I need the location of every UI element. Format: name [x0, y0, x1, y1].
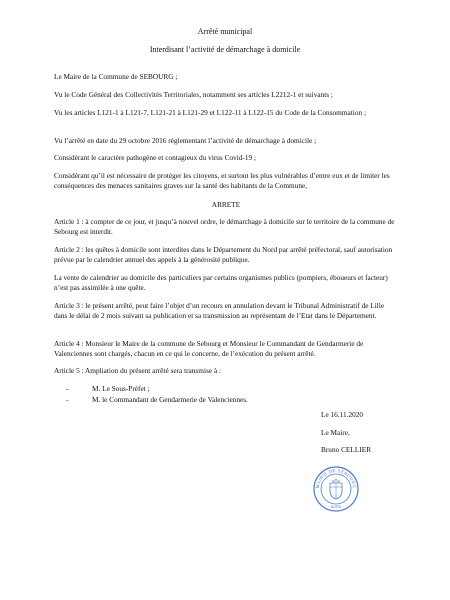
list-item: [66, 384, 386, 395]
document-subtitle: Interdisant l’activité de démarchage à domicile: [149, 45, 301, 54]
signature-name: Bruno CELLIER: [321, 445, 372, 454]
town-seal-icon: [311, 463, 361, 515]
preamble-covid: Considérant le caractère pathogène et contagieux du virus Covid-19 ;: [54, 153, 257, 162]
preamble-previous-decree: Vu l’arrêté en date du 29 octobre 2016 réglementant l’activité de démarchage à domicile ;: [54, 136, 317, 145]
article-1: Article 1 : à compter de ce jour, et jusqu’à nouvel ordre, le démarchage à domicile sur le territoire de la commune de Sebourg est interdit.: [54, 217, 395, 236]
recipient-sous-prefet: M. Le Sous-Préfet ;: [92, 384, 150, 393]
article-5: Article 5 : Ampliation du présent arrêté sera transmise à :: [54, 366, 221, 375]
document-title: Arrêté municipal: [197, 27, 253, 36]
signature-date: Le 16.11.2020: [321, 410, 364, 419]
preamble-protection: Considérant qu’il est nécessaire de protéger les citoyens, et surtout les plus vulnérables d’entre eux et de limiter les conséquences des menaces sanitaires graves sur la santé des habitants de la Commune,: [54, 171, 390, 190]
article-3: Article 3 : le présent arrêté, peut faire l’objet d’un recours en annulation devant le Tribunal Administratif de Lille dans le délai de 2 mois suivant sa publication et sa transmission au représentant de l’Etat dans le Département.: [54, 301, 385, 320]
list-item: [66, 395, 386, 406]
list-dash: -: [66, 384, 69, 393]
decree-heading: ARRETE: [211, 200, 241, 209]
calendar-sale-note: La vente de calendrier au domicile des particuliers par certains organismes publics (pompiers, éboueurs et facteur) n’est pas assimilée à une quête.: [54, 273, 388, 292]
preamble-mayor: Le Maire de la Commune de SEBOURG ;: [54, 72, 178, 81]
stamp-bottom-text: NORD: [330, 505, 342, 509]
recipient-list: [66, 384, 386, 405]
signature-role: Le Maire,: [321, 428, 350, 437]
article-4: Article 4 : Monsieur le Maire de la commune de Sebourg et Monsieur le Commandant de Gendarmerie de Valenciennes sont chargés, chacun en ce qui le concerne, de l’exécution du présent arrêté.: [54, 339, 364, 358]
official-stamp: [311, 463, 361, 515]
recipient-gendarmerie: M. le Commandant de Gendarmerie de Valenciennes.: [92, 394, 248, 404]
stamp-ring-text: MAIRIE DE SEBOURG: [314, 467, 358, 489]
preamble-consumer-code: Vu les articles L121-1 à L121-7, L121-21 à L121-29 et L122-11 à L122-15 du Code de la Consommation ;: [54, 108, 366, 117]
article-2: Article 2 : les quêtes à domicile sont interdites dans le Département du Nord par arrêté préfectoral, sauf autorisation prévue par le calendrier annuel des appels à la générosité publique.: [54, 245, 393, 264]
preamble-cgct: Vu le Code Général des Collectivités Territoriales, notamment ses articles L2212-1 et suivants ;: [54, 90, 333, 99]
list-dash: -: [66, 394, 69, 404]
